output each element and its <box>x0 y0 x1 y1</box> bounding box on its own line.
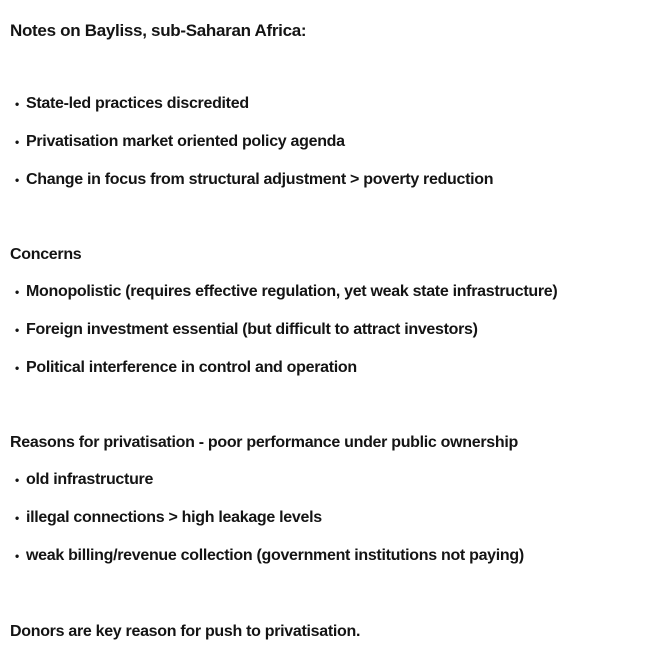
page-title: Notes on Bayliss, sub-Saharan Africa: <box>10 21 307 40</box>
section-heading: Reasons for privatisation - poor performance under public ownership <box>10 434 518 451</box>
bullet-marker: • <box>15 473 19 487</box>
bullet-text: Change in focus from structural adjustment > poverty reduction <box>26 171 494 188</box>
footer-note: Donors are key reason for push to privatisation. <box>10 623 361 640</box>
bullet-marker: • <box>15 173 19 187</box>
section-key-points <box>10 85 640 199</box>
bullet-text: old infrastructure <box>26 471 154 488</box>
list-item <box>10 85 640 123</box>
section-concerns <box>10 236 640 387</box>
bullet-marker: • <box>15 549 19 563</box>
bullet-list <box>10 461 640 575</box>
bullet-text: Privatisation market oriented policy agenda <box>26 133 345 150</box>
list-item <box>10 123 640 161</box>
bullet-marker: • <box>15 285 19 299</box>
section-heading: Concerns <box>10 246 82 263</box>
bullet-text: State-led practices discredited <box>26 95 249 112</box>
list-item <box>10 161 640 199</box>
bullet-text: illegal connections > high leakage levels <box>26 509 322 526</box>
bullet-text: Foreign investment essential (but difficult to attract investors) <box>26 321 478 338</box>
bullet-marker: • <box>15 97 19 111</box>
bullet-list <box>10 85 640 199</box>
bullet-marker: • <box>15 511 19 525</box>
list-item <box>10 461 640 499</box>
list-item <box>10 273 640 311</box>
list-item <box>10 537 640 575</box>
bullet-text: Monopolistic (requires effective regulation, yet weak state infrastructure) <box>26 283 558 300</box>
bullet-marker: • <box>15 323 19 337</box>
section-reasons-for-privatisation <box>10 424 640 575</box>
list-item <box>10 499 640 537</box>
bullet-marker: • <box>15 361 19 375</box>
bullet-text: Political interference in control and operation <box>26 359 357 376</box>
list-item <box>10 311 640 349</box>
bullet-text: weak billing/revenue collection (government institutions not paying) <box>26 547 524 564</box>
bullet-list <box>10 273 640 387</box>
list-item <box>10 349 640 387</box>
bullet-marker: • <box>15 135 19 149</box>
